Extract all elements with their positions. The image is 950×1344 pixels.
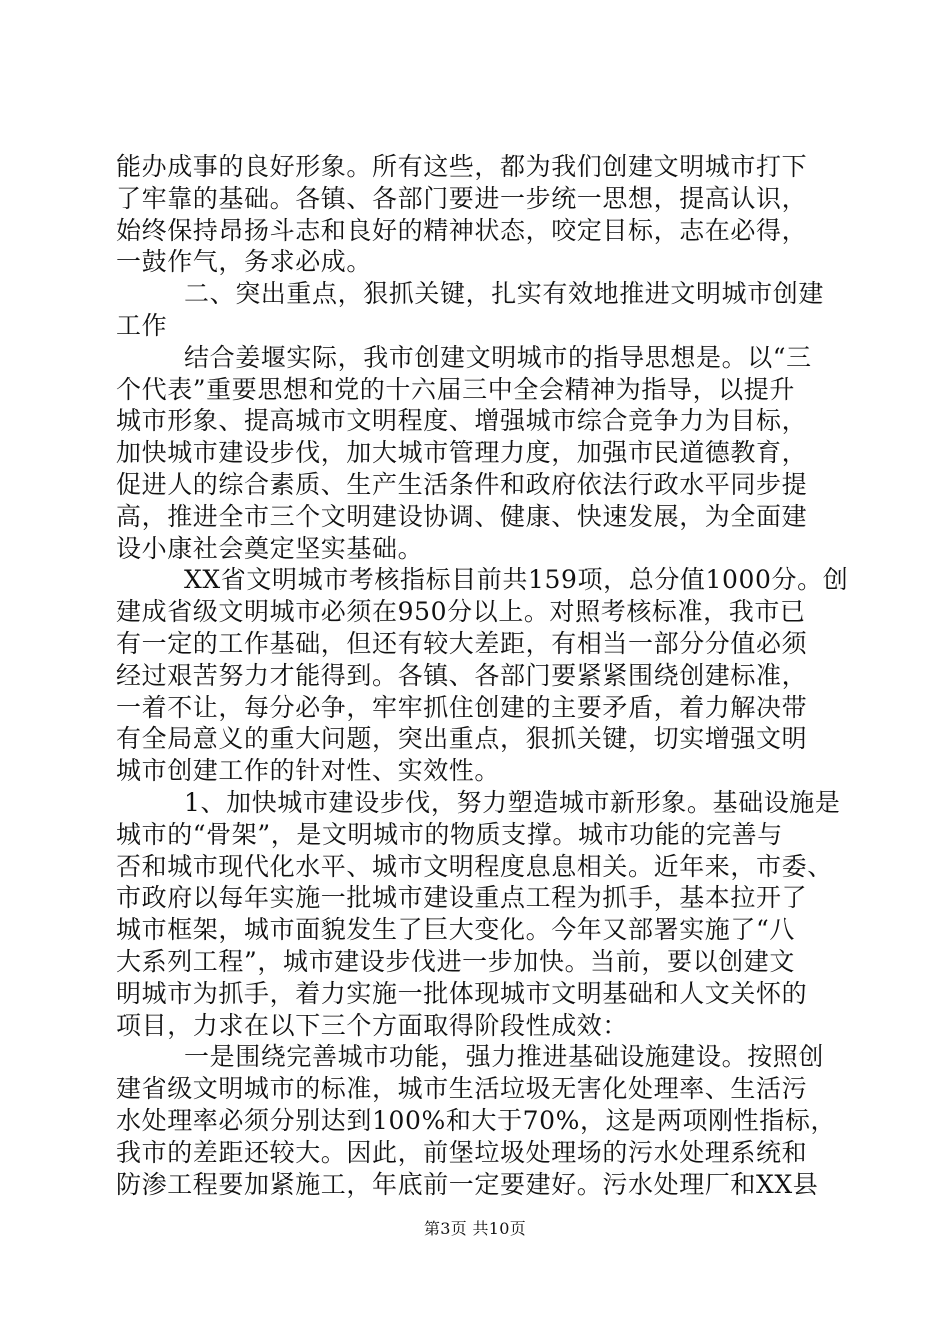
text-line: 有全局意义的重大问题，突出重点，狠抓关键，切实增强文明 [116,724,808,754]
text-line: 城市的“骨架”，是文明城市的物质支撑。城市功能的完善与 [116,819,783,849]
text-line: 城市形象、提高城市文明程度、增强城市综合竞争力为目标， [116,406,808,436]
text-line: 建成省级文明城市必须在950分以上。对照考核标准，我市已 [116,597,806,627]
text-line: 一鼓作气，务求必成。 [116,247,373,277]
text-line: 城市框架，城市面貌发生了巨大变化。今年又部署实施了“八 [116,915,795,945]
text-line: 个代表”重要思想和党的十六届三中全会精神为指导，以提升 [116,374,795,404]
text-line: 始终保持昂扬斗志和良好的精神状态，咬定目标，志在必得， [116,215,808,245]
text-line: 大系列工程”，城市建设步伐进一步加快。当前，要以创建文 [116,946,795,976]
text-line: 一着不让，每分必争，牢牢抓住创建的主要矛盾，着力解决带 [116,692,808,722]
text-line: 工作 [116,310,168,340]
text-line: 建省级文明城市的标准，城市生活垃圾无害化处理率、生活污 [116,1074,808,1104]
text-line: 了牢靠的基础。各镇、各部门要进一步统一思想，提高认识， [116,183,808,213]
text-line: 二、突出重点，狠抓关键，扎实有效地推进文明城市创建 [184,279,825,309]
text-line: 市政府以每年实施一批城市建设重点工程为抓手，基本拉开了 [116,883,808,913]
text-line: 加快城市建设步伐，加大城市管理力度，加强市民道德教育， [116,438,808,468]
page-footer: 第3页 共10页 [423,1219,527,1238]
text-line: 经过艰苦努力才能得到。各镇、各部门要紧紧围绕创建标准， [116,660,808,690]
text-line: 设小康社会奠定坚实基础。 [116,533,424,563]
text-line: 1、加快城市建设步伐，努力塑造城市新形象。基础设施是 [184,787,841,817]
document-body [116,151,849,1200]
text-line: 我市的差距还较大。因此，前堡垃圾处理场的污水处理系统和 [116,1137,808,1167]
text-line: XX省文明城市考核指标目前共159项，总分值1000分。创 [184,565,849,595]
text-line: 项目，力求在以下三个方面取得阶段性成效： [116,1010,629,1040]
text-line: 一是围绕完善城市功能，强力推进基础设施建设。按照创 [184,1042,825,1072]
text-line: 否和城市现代化水平、城市文明程度息息相关。近年来，市委、 [116,851,833,881]
text-line: 高，推进全市三个文明建设协调、健康、快速发展，为全面建 [116,501,808,531]
text-line: 有一定的工作基础，但还有较大差距，有相当一部分分值必须 [116,628,808,658]
text-line: 水处理率必须分别达到100%和大于70%，这是两项刚性指标， [116,1105,837,1135]
text-line: 防渗工程要加紧施工，年底前一定要建好。污水处理厂和XX县 [116,1169,819,1199]
text-line: 促进人的综合素质、生产生活条件和政府依法行政水平同步提 [116,469,808,499]
text-line: 能办成事的良好形象。所有这些，都为我们创建文明城市打下 [116,152,808,181]
text-line: 明城市为抓手，着力实施一批体现城市文明基础和人文关怀的 [116,978,808,1008]
text-line: 城市创建工作的针对性、实效性。 [116,756,501,786]
text-line: 结合姜堰实际，我市创建文明城市的指导思想是。以“三 [184,342,812,372]
